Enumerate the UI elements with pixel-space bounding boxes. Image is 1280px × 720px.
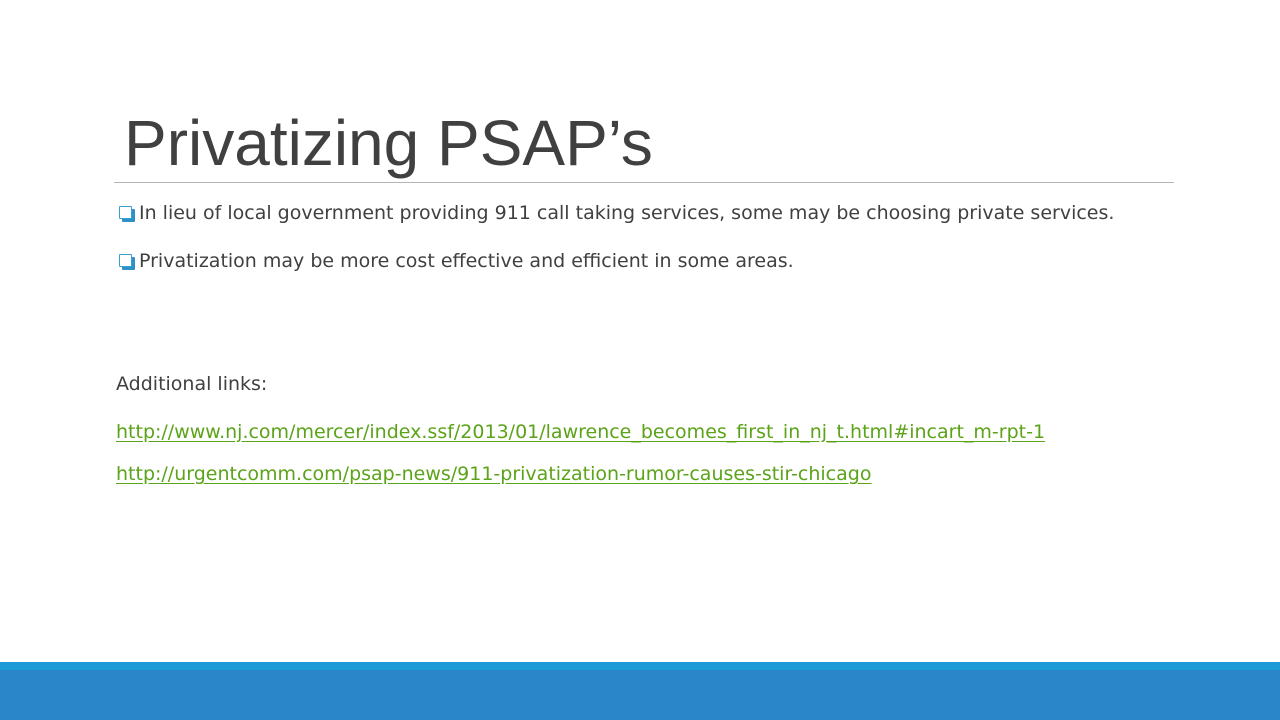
link-nj-com[interactable]: http://www.nj.com/mercer/index.ssf/2013/01/lawrence_becomes_first_in_nj_t.html#incart_m-rpt-1 [116, 421, 1046, 443]
links-label: Additional links: [116, 373, 268, 395]
links-section [116, 370, 1172, 502]
bullet-list [116, 199, 1166, 295]
link-urgentcomm[interactable]: http://urgentcomm.com/psap-news/911-privatization-rumor-causes-stir-chicago [116, 463, 872, 485]
title-divider [114, 182, 1174, 183]
footer-band [0, 662, 1280, 720]
square-bullet-icon [119, 254, 132, 267]
slide-title: Privatizing PSAP’s [124, 107, 653, 179]
bullet-text: In lieu of local government providing 911 call taking services, some may be choosing private services. [139, 202, 1115, 224]
bullet-item [116, 199, 1166, 227]
square-bullet-icon [119, 206, 132, 219]
bullet-text: Privatization may be more cost effective and efficient in some areas. [139, 250, 794, 272]
footer-accent [0, 662, 1280, 670]
bullet-item [116, 247, 1166, 275]
